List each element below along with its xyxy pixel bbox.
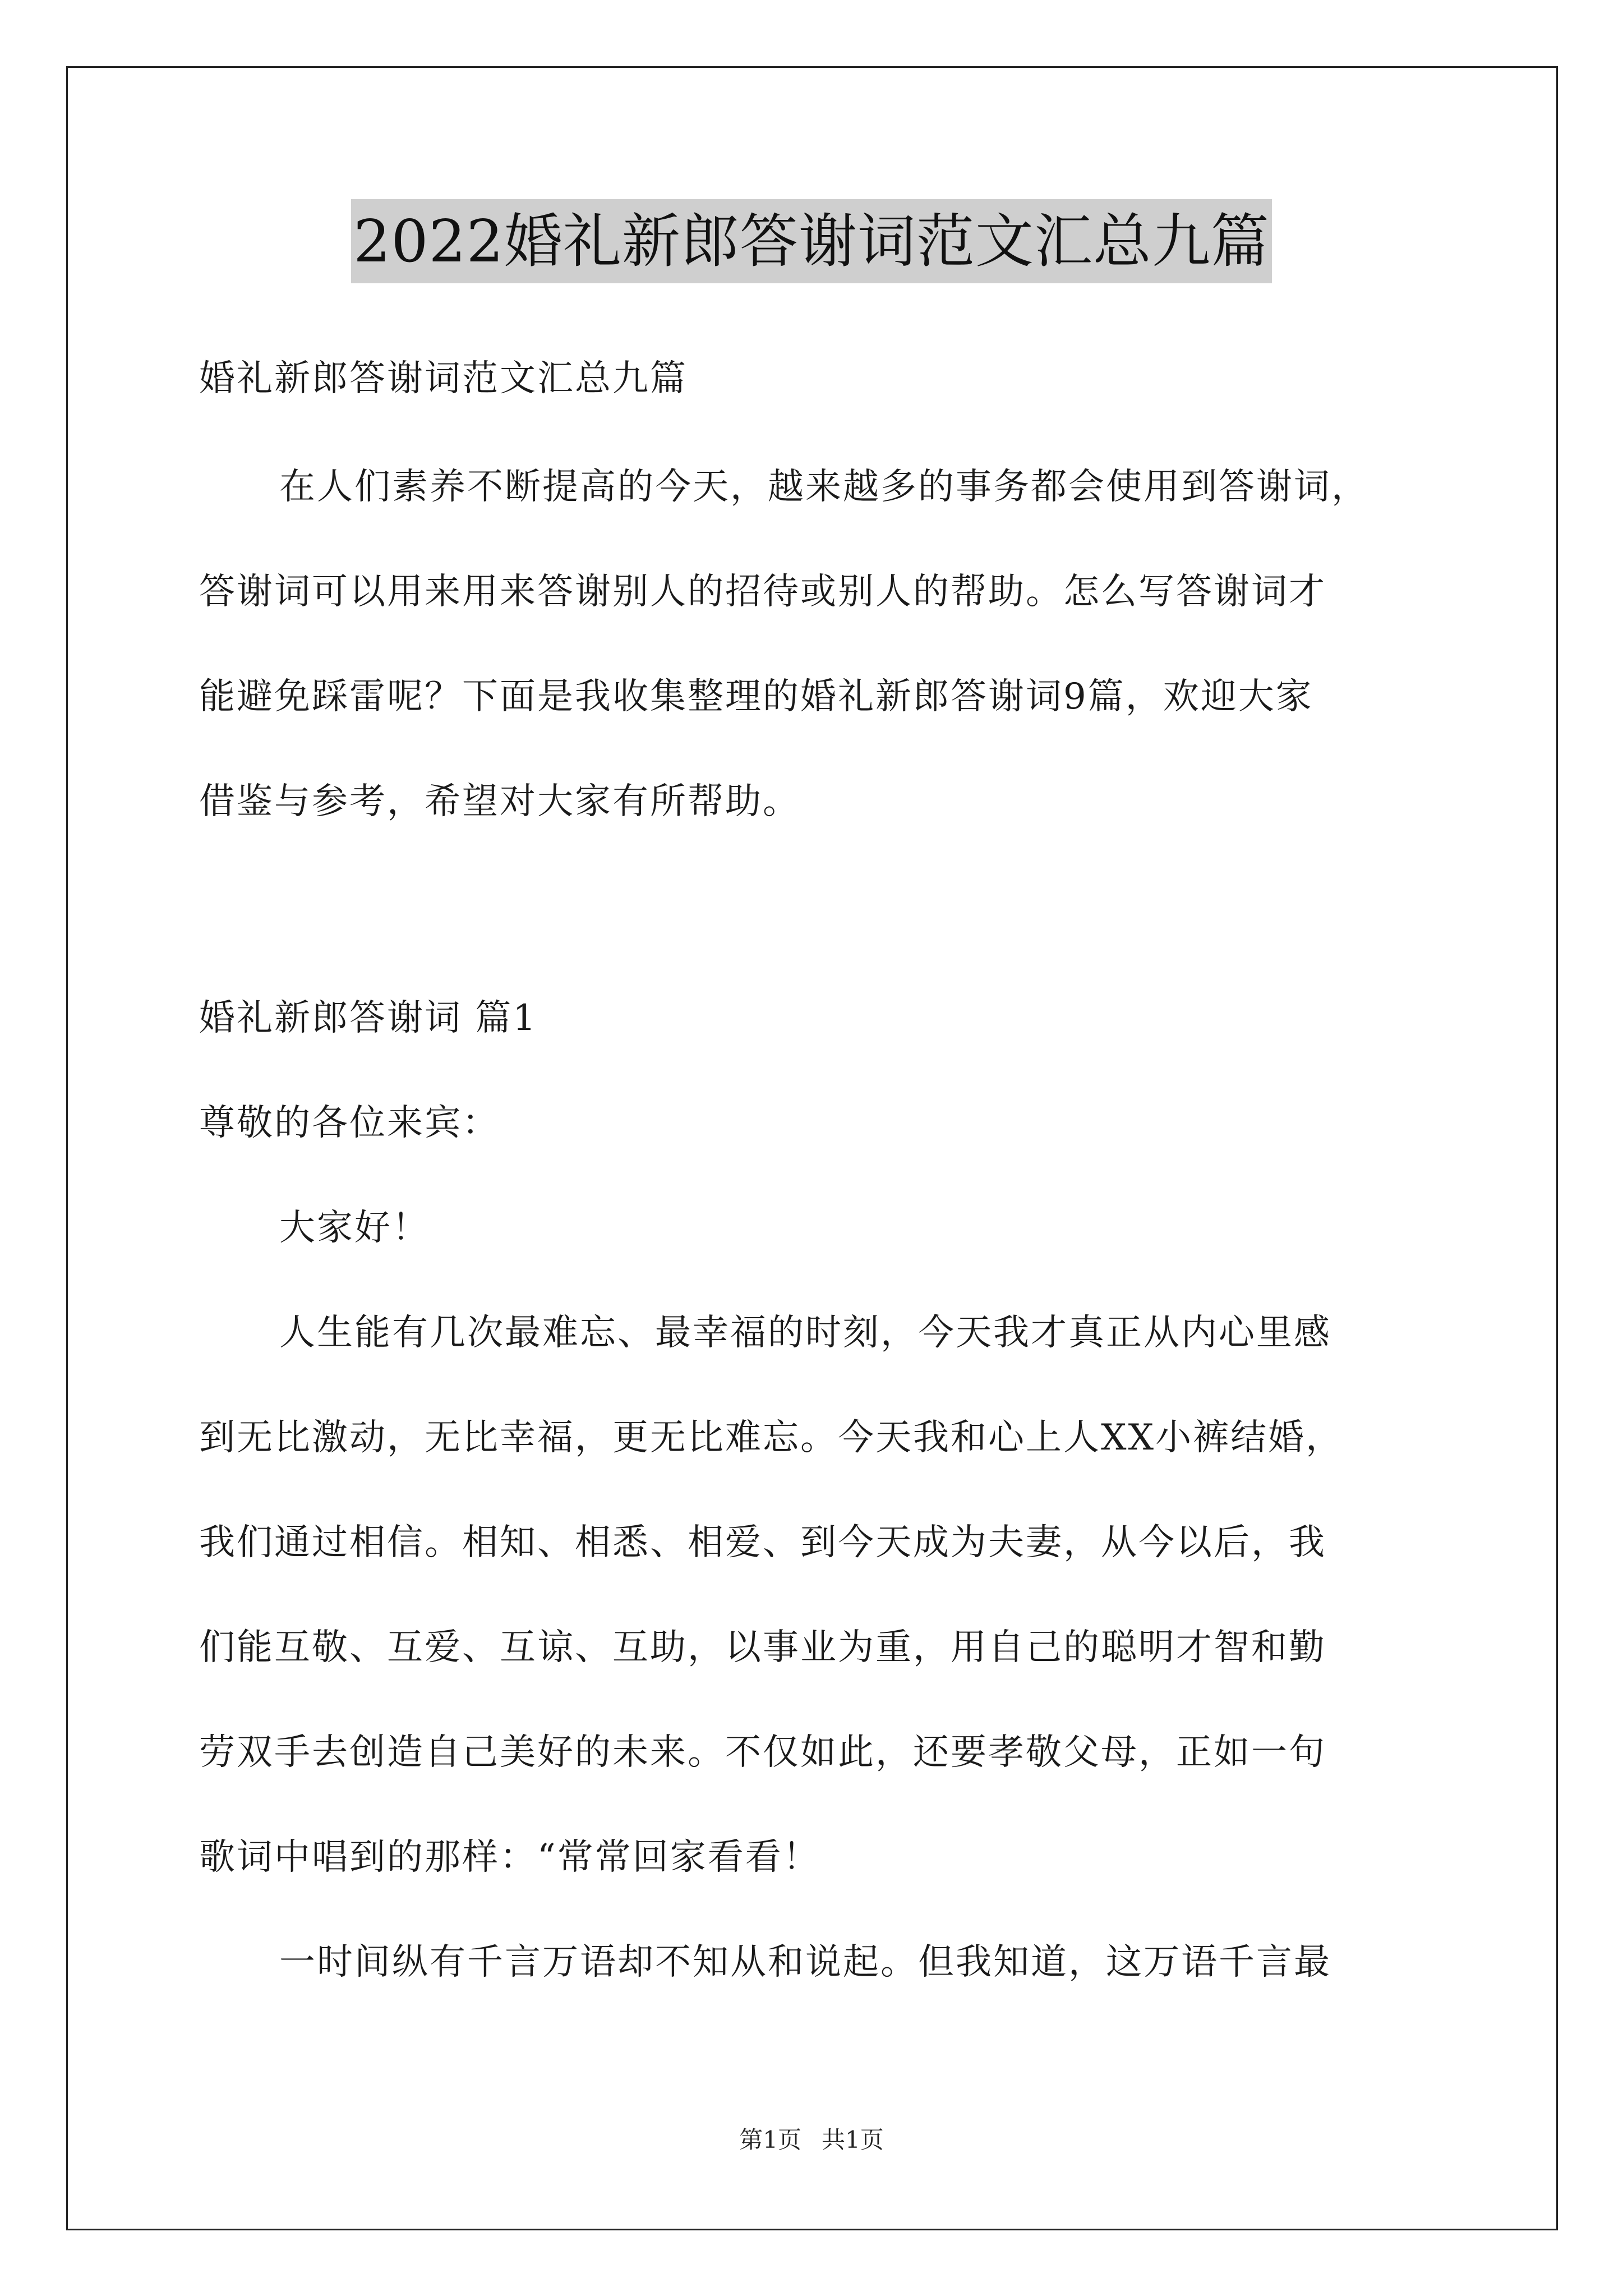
paragraph1-line-6: 歌词中唱到的那样：“常常回家看看！	[199, 1837, 820, 1878]
salutation: 尊敬的各位来宾：	[199, 1102, 500, 1144]
page-number: 第1页	[739, 2126, 801, 2154]
paragraph1-line-3: 我们通过相信。相知、相悉、相爱、到今天成为夫妻，从今以后，我	[199, 1522, 1326, 1563]
page-footer	[0, 2123, 1623, 2157]
paragraph1-line-4: 们能互敬、互爱、互谅、互助，以事业为重，用自己的聪明才智和勤	[199, 1627, 1326, 1668]
paragraph1-line-5: 劳双手去创造自己美好的未来。不仅如此，还要孝敬父母，正如一句	[199, 1732, 1326, 1773]
document-subtitle: 婚礼新郎答谢词范文汇总九篇	[199, 358, 688, 399]
page-total: 共1页	[822, 2126, 884, 2154]
intro-line-2: 答谢词可以用来用来答谢别人的招待或别人的帮助。怎么写答谢词才	[199, 571, 1326, 613]
greeting: 大家好！	[279, 1207, 430, 1249]
document-title: 2022婚礼新郎答谢词范文汇总九篇	[351, 199, 1272, 283]
paragraph1-line-1: 人生能有几次最难忘、最幸福的时刻，今天我才真正从内心里感	[279, 1312, 1331, 1354]
section-heading: 婚礼新郎答谢词 篇1	[199, 997, 538, 1039]
intro-line-3: 能避免踩雷呢？下面是我收集整理的婚礼新郎答谢词9篇，欢迎大家	[199, 676, 1313, 717]
intro-line-1: 在人们素养不断提高的今天，越来越多的事务都会使用到答谢词，	[279, 466, 1369, 508]
title-container	[0, 199, 1623, 283]
paragraph1-line-2: 到无比激动，无比幸福，更无比难忘。今天我和心上人XX小裤结婚，	[199, 1417, 1344, 1458]
paragraph2-line-1: 一时间纵有千言万语却不知从和说起。但我知道，这万语千言最	[279, 1941, 1331, 1983]
intro-line-4: 借鉴与参考，希望对大家有所帮助。	[199, 781, 800, 822]
